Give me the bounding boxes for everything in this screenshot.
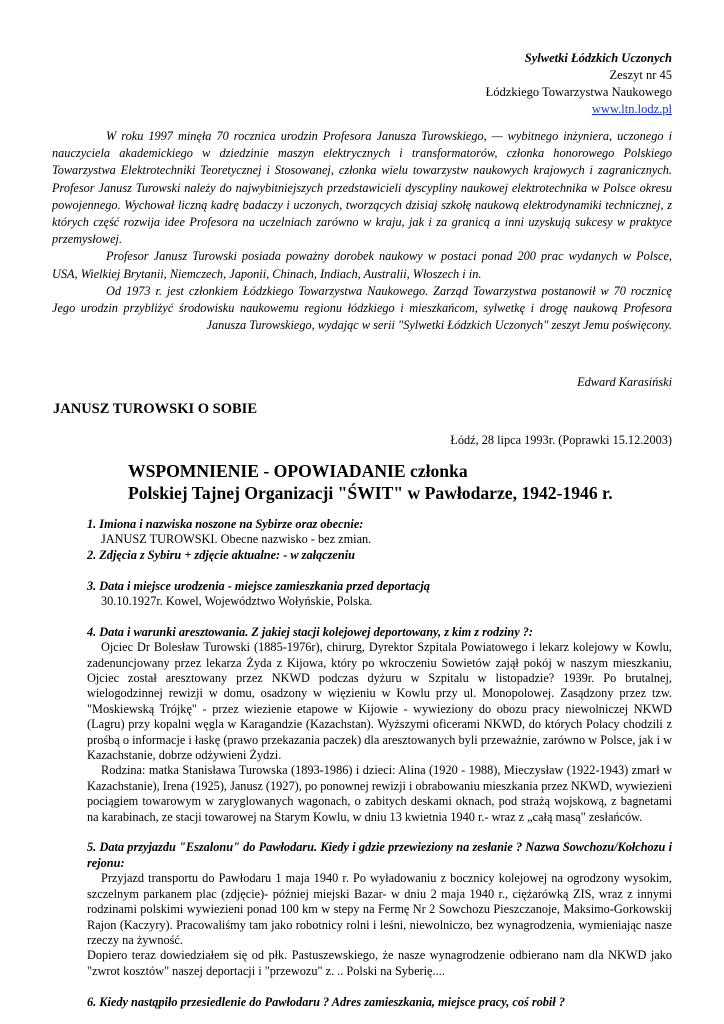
question: 3. Data i miejsce urodzenia - miejsce zamieszkania przed deportacją	[87, 578, 430, 593]
intro-paragraph: Profesor Janusz Turowski posiada poważny dorobek naukowy w postaci ponad 200 prac wydanych w Polsce, USA, Wielkiej Brytanii, Niemczech, Japonii, Chinach, Indiach, Australii, Włoszech i in.	[52, 249, 672, 281]
answer: 30.10.1927r. Kowel, Województwo Wołyńskie, Polska.	[101, 594, 373, 609]
intro-author: Edward Karasiński	[577, 375, 672, 389]
society-name: Łódzkiego Towarzystwa Naukowego	[485, 85, 672, 99]
introduction	[52, 128, 672, 334]
website-link[interactable]: www.ltn.lodz.pl	[591, 102, 672, 116]
memoir-title-line: Polskiej Tajnej Organizacji "ŚWIT" w Pawłodarze, 1942-1946 r.	[128, 483, 613, 503]
series-title: Sylwetki Łódzkich Uczonych	[524, 51, 672, 65]
question: 5. Data przyjazdu "Eszalonu" do Pawłodaru. Kiedy i gdzie przewieziony na zesłanie ? Nazwa Sowchozu/Kołchozu i rejonu:	[87, 840, 672, 870]
question: 6. Kiedy nastąpiło przesiedlenie do Pawłodaru ? Adres zamieszkania, miejsce pracy, coś robił ?	[87, 994, 565, 1009]
question: 2. Zdjęcia z Sybiru + zdjęcie aktualne: - w załączeniu	[87, 547, 355, 562]
dateline: Łódź, 28 lipca 1993r. (Poprawki 15.12.2003)	[450, 433, 672, 447]
memoir-title-line: WSPOMNIENIE - OPOWIADANIE członka	[128, 461, 468, 481]
question: 4. Data i warunki aresztowania. Z jakiej stacji kolejowej deportowany, z kim z rodziny ?:	[87, 624, 534, 639]
publication-header	[486, 50, 672, 118]
memoir-title	[128, 460, 613, 504]
issue-number: Zeszyt nr 45	[609, 68, 672, 82]
questionnaire	[87, 517, 672, 1010]
section-title: JANUSZ TUROWSKI O SOBIE	[53, 401, 257, 417]
answer: Przyjazd transportu do Pawłodaru 1 maja 1940 r. Po wyładowaniu z bocznicy kolejowej na ogrodzony wysokim, szczelnym parkanem plac (zdjęcie)- później miejski Bazar- w dniu 2 maja 1940 r., ciężarówką ZIS, wraz z innymi rodzinami polskimi wywiezieni ponad 100 km w stepy na Fermę Nr 2 Sowchozu Pieszczanoje, Maksimo-Gorkowskij Rajon (Kaczyry). Pracowaliśmy tam jako robotnicy rolni i leśni, niewolniczo, bez wynagrodzenia, wymieniając nasze rzeczy na żywność.	[87, 871, 672, 947]
answer: Dopiero teraz dowiedziałem się od płk. Pastuszewskiego, że nasze wynagrodzenie odbierano nam dla NKWD jako "zwrot kosztów" naszej deportacji i "przewozu" z. .. Polski na Syberię....	[87, 948, 672, 978]
question: 1. Imiona i nazwiska noszone na Sybirze oraz obecnie:	[87, 517, 364, 531]
answer: Rodzina: matka Stanisława Turowska (1893-1986) i dzieci: Alina (1920 - 1988), Mieczysław (1922-1943) zmarł w Kazachstanie), Irena (1925), Janusz (1927), po ponownej rewizji i obrabowaniu mieszkania przez NKWD, wywiezieni pociągiem towarowym w zaryglowanych wagonach, o zabitych deskami oknach, pod strażą wojskową, z bagnetami na karabinach, ze stacji towarowej na Starym Kowlu, w dniu 13 kwietnia 1940 r.- wraz z „całą masą" zesłańców.	[87, 763, 672, 824]
answer: JANUSZ TUROWSKI. Obecne nazwisko - bez zmian.	[101, 532, 372, 547]
intro-paragraph: Od 1973 r. jest członkiem Łódzkiego Towarzystwa Naukowego. Zarząd Towarzystwa postanowił w 70 rocznicę Jego urodzin przybliżyć środowisku naukowemu regionu łódzkiego i mieszkańcom, sylwetkę i drogę naukową Profesora Janusza Turowskiego, wydając w serii "Sylwetki Łódzkich Uczonych" zeszyt Jemu poświęcony.	[52, 283, 672, 333]
answer: Ojciec Dr Bolesław Turowski (1885-1976r), chirurg, Dyrektor Szpitala Powiatowego i lekarz kolejowy w Kowlu, zadenuncjowany przez lekarza Żyda z Kijowa, który po wkroczeniu Sowietów zajął pokój w naszym mieszkaniu, Ojciec został aresztowany przez NKWD podczas dyżuru w Szpitalu w listopadzie? 1939r. Po brutalnej, wielogodzinnej rewizji w domu, osadzony w więzieniu w Kowlu przy ul. Monopolowej. Zasądzony przez tzw. "Moskiewską Trójkę" - przez wiezienie etapowe w Kijowie - wywieziony do obozu pracy niewolniczej NKWD (Lagru) przy kopalni węgla w Karagandzie (Kazachstan). Wyższymi oficerami NKWD, do których Polacy chodzili z prośbą o informacje i łaskę (prawo przekazania paczek) dla aresztowanych byli przeważnie, zarówno w Polsce, jak i w Kazachstanie, dobrze odżywieni Żydzi.	[87, 640, 672, 763]
intro-paragraph: W roku 1997 minęła 70 rocznica urodzin Profesora Janusza Turowskiego, — wybitnego inżyniera, uczonego i nauczyciela akademickiego w dziedzinie maszyn elektrycznych i transformatorów, członka honorowego Polskiego Towarzystwa Elektrotechniki Teoretycznej i Stosowanej, członka wielu towarzystw naukowych krajowych i zagranicznych. Profesor Janusz Turowski należy do najwybitniejszych przedstawicieli dyscypliny naukowej elektrotechnika w Polsce okresu powojennego. Wychował liczną kadrę badaczy i uczonych, tworzących dzisiaj szkołę naukową elektrodynamiki technicznej, z których część rozwija idee Profesora na uczelniach zarówno w kraju, jak i za granicą a inni uzyskują sukcesy w praktyce przemysłowej.	[52, 129, 672, 247]
